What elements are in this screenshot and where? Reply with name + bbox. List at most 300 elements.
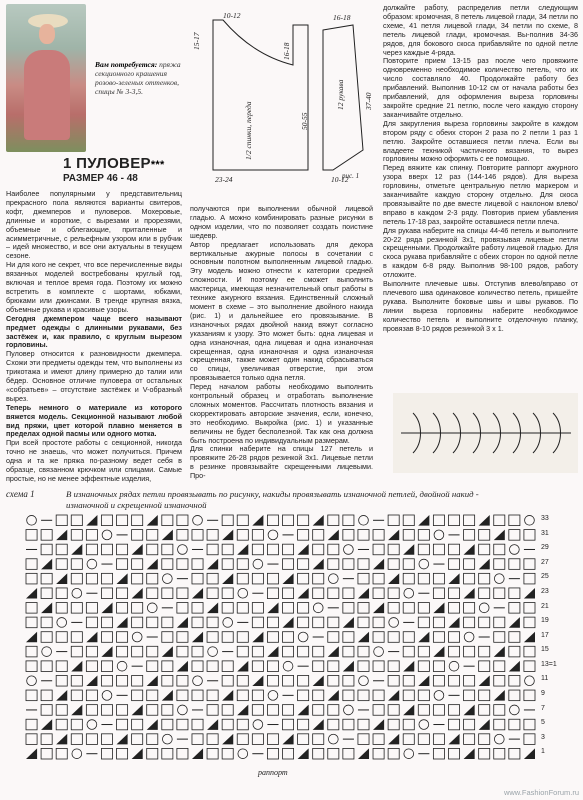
chart-symbol xyxy=(162,632,173,643)
chart-symbol xyxy=(147,617,158,628)
chart-symbol xyxy=(193,676,203,686)
chart-symbol xyxy=(388,573,399,584)
column-1 xyxy=(6,190,182,484)
chart-symbol xyxy=(403,603,414,614)
chart-symbol xyxy=(479,530,490,541)
chart-symbol xyxy=(358,559,369,570)
chart-symbol xyxy=(388,530,399,541)
chart-symbol xyxy=(86,617,97,628)
chart-symbol xyxy=(192,632,203,643)
chart-symbol xyxy=(298,588,309,599)
column-2 xyxy=(190,205,373,481)
chart-symbol xyxy=(464,705,475,716)
chart-symbol xyxy=(448,734,459,745)
chart-symbol xyxy=(479,515,490,526)
chart-symbol xyxy=(177,617,188,628)
materials-note xyxy=(95,60,187,96)
row-number: 27 xyxy=(541,558,549,566)
chart-symbol xyxy=(42,647,52,657)
chart-symbol xyxy=(448,559,459,570)
chart-symbol xyxy=(238,749,248,759)
chart-symbol xyxy=(26,719,37,730)
chart-symbol xyxy=(448,748,459,759)
chart-symbol xyxy=(41,661,52,672)
chart-symbol xyxy=(433,515,444,526)
chart-symbol xyxy=(237,675,248,686)
chart-symbol xyxy=(117,646,128,657)
chart-symbol xyxy=(132,573,143,584)
chart-symbol xyxy=(418,515,429,526)
chart-symbol xyxy=(313,748,324,759)
chart-symbol xyxy=(509,530,520,541)
chart-symbol xyxy=(388,559,399,570)
chart-symbol xyxy=(41,617,52,628)
chart-symbol xyxy=(237,646,248,657)
row-number: 9 xyxy=(541,690,545,698)
chart-symbol xyxy=(26,603,37,614)
chart-symbol xyxy=(403,544,414,555)
chart-symbol xyxy=(328,661,339,672)
title-name: ПУЛОВЕР xyxy=(76,155,151,172)
chart-symbol xyxy=(418,705,429,716)
chart-symbol xyxy=(494,617,505,628)
chart-symbol xyxy=(207,588,218,599)
chart-symbol xyxy=(162,515,173,526)
chart-symbol xyxy=(524,734,535,745)
chart-symbol xyxy=(56,719,67,730)
chart-symbol xyxy=(373,748,384,759)
chart-symbol xyxy=(494,646,505,657)
chart-symbol xyxy=(178,545,188,555)
chart-symbol xyxy=(71,632,82,643)
materials-text: пряжа секционного крашения розово-зеленых оттенков, спицы № 3-3,5. xyxy=(95,60,181,96)
paragraph: получаются при выполнении обычной лицевой гладью. А можно комбинировать разные рисунки в одном изделии, что по позволяет создать поистине шедевр. xyxy=(190,204,373,240)
pattern-description: В изнаночных рядах петли провязывать по рисунку, накиды провязывать изнаночной петлей, двойной накид - изнаночной и скрещенной изнаночной xyxy=(66,489,479,510)
chart-symbol xyxy=(343,617,354,628)
chart-symbol xyxy=(403,690,414,701)
chart-symbol xyxy=(222,661,233,672)
knitting-chart xyxy=(24,513,537,761)
chart-symbol xyxy=(358,719,369,730)
chart-symbol xyxy=(86,646,97,657)
chart-symbol xyxy=(162,617,173,628)
chart-symbol xyxy=(252,705,263,716)
chart-symbol xyxy=(222,603,233,614)
chart-symbol xyxy=(71,646,82,657)
chart-symbol xyxy=(71,559,82,570)
chart-symbol xyxy=(192,748,203,759)
chart-symbol xyxy=(71,719,82,730)
chart-symbol xyxy=(343,632,354,643)
chart-symbol xyxy=(208,647,218,657)
chart-symbol xyxy=(86,632,97,643)
chart-symbol xyxy=(192,603,203,614)
chart-symbol xyxy=(524,719,535,730)
row-number: 33 xyxy=(541,515,549,522)
chart-symbol xyxy=(26,690,37,701)
chart-symbol xyxy=(222,515,233,526)
chart-symbol xyxy=(313,661,324,672)
paragraph: должайте работу, распределив петли следующим образом: кромочная, 8 петель лицевой глади, 34 петли по схеме, 41 петля лицевой глади, 34 петли по схеме, 8 петель лицевой глади, кромочная. Вы-полнив 34-36 рядов, для бокового скоса прибавляйте по одной петле через каждые 4-ряда. xyxy=(383,3,578,57)
chart-symbol xyxy=(403,719,414,730)
chart-symbol xyxy=(56,748,67,759)
chart-symbol xyxy=(147,675,158,686)
row-number: 1 xyxy=(541,748,545,756)
title-number: 1 xyxy=(63,155,72,172)
chart-symbol xyxy=(267,588,278,599)
chart-symbol xyxy=(283,675,294,686)
chart-symbol xyxy=(388,632,399,643)
chart-symbol xyxy=(132,646,143,657)
chart-symbol xyxy=(56,559,67,570)
chart-symbol xyxy=(117,661,127,671)
chart-symbol xyxy=(298,573,309,584)
chart-symbol xyxy=(525,515,535,525)
chart-symbol xyxy=(479,734,490,745)
chart-symbol xyxy=(313,559,324,570)
chart-symbol xyxy=(41,719,52,730)
chart-symbol xyxy=(86,515,97,526)
chart-symbol xyxy=(509,690,520,701)
schema-label: 1/2 спинки, переда xyxy=(244,101,253,160)
chart-symbol xyxy=(71,515,82,526)
chart-symbol xyxy=(524,617,535,628)
chart-symbol xyxy=(298,646,309,657)
chart-symbol xyxy=(509,617,520,628)
chart-symbol xyxy=(464,530,475,541)
chart-symbol xyxy=(448,646,459,657)
chart-symbol xyxy=(162,559,173,570)
chart-symbol xyxy=(494,588,505,599)
chart-symbol xyxy=(509,719,520,730)
chart-symbol xyxy=(132,588,143,599)
chart-symbol xyxy=(328,690,339,701)
chart-symbol xyxy=(41,705,52,716)
chart-symbol xyxy=(343,690,354,701)
chart-symbol xyxy=(343,719,354,730)
chart-symbol xyxy=(41,603,52,614)
chart-symbol xyxy=(433,661,444,672)
chart-symbol xyxy=(101,632,112,643)
chart-symbol xyxy=(222,719,233,730)
chart-symbol xyxy=(237,515,248,526)
chart-symbol xyxy=(56,675,67,686)
chart-symbol xyxy=(222,734,233,745)
chart-symbol xyxy=(162,690,173,701)
paragraph: При всей простоте работы с секционной, никогда точно не знаешь, что может получиться. Причем одна и та же пряжа по-разному ведет себя в образце, связанном крючком или спицами. Самые простые, но не менее эффектные изделия, xyxy=(6,438,182,483)
chart-symbol xyxy=(238,588,248,598)
chart-symbol xyxy=(298,719,309,730)
chart-symbol xyxy=(328,617,339,628)
chart-symbol xyxy=(252,530,263,541)
chart-symbol xyxy=(524,632,535,643)
chart-symbol xyxy=(464,719,475,730)
lead-paragraph: Сегодня джемпером чаще всего называют предмет одежды с длинными рукавами, без застёжек и, как правило, с круглым вырезом горловины. xyxy=(6,313,182,350)
chart-symbol xyxy=(117,617,128,628)
chart-symbol xyxy=(373,573,384,584)
chart-symbol xyxy=(464,588,475,599)
chart-symbol xyxy=(192,617,203,628)
assembly-instructions: Выполните плечевые швы. Отступив влево/вправо от плечевого шва одинаковое количество петель, пришейте рукава. Выполните боковые швы и швы рукавов. По линии выреза горловины наберите необходимое количество петель и выполните отделочную планку, провязав 8-10 рядов резинкой 3 х 1. xyxy=(383,279,578,333)
chart-symbol xyxy=(41,632,52,643)
chart-symbol xyxy=(283,632,294,643)
chart-symbol xyxy=(418,530,429,541)
chart-symbol xyxy=(479,646,490,657)
chart-symbol xyxy=(283,734,294,745)
chart-symbol xyxy=(464,603,475,614)
chart-symbol xyxy=(207,719,218,730)
chart-symbol xyxy=(494,705,505,716)
chart-symbol xyxy=(433,705,444,716)
chart-symbol xyxy=(207,603,218,614)
chart-symbol xyxy=(404,749,414,759)
chart-symbol xyxy=(267,603,278,614)
chart-symbol xyxy=(433,632,444,643)
front-instructions: Перед вяжите как спинку. Повторите раппорт ажурного узора вверх 12 раз (144-146 рядов). Для выреза горловины, отметьте центральную петлю маркером и заканчивайте каждую сторону отдельно. Для скоса провязывайте по две вместе лицевой с наклоном влево/вправо в каждом 2-3 ряду. Повторив прием убавления петель 17-18 раз, закройте оставшиеся петли плеча. xyxy=(383,163,578,226)
chart-symbol xyxy=(56,734,67,745)
chart-symbol xyxy=(328,748,339,759)
chart-symbol xyxy=(26,588,37,599)
chart-symbol xyxy=(343,603,354,614)
chart-symbol xyxy=(464,559,475,570)
chart-symbol xyxy=(328,646,339,657)
chart-symbol xyxy=(237,690,248,701)
chart-symbol xyxy=(102,690,112,700)
chart-symbol xyxy=(147,603,157,613)
chart-symbol xyxy=(313,646,324,657)
chart-symbol xyxy=(177,646,188,657)
chart-symbol xyxy=(147,719,158,730)
chart-symbol xyxy=(207,632,218,643)
double-yarn-over-illustration xyxy=(393,393,578,473)
chart-symbol xyxy=(283,559,294,570)
chart-symbol xyxy=(27,676,37,686)
chart-symbol xyxy=(267,675,278,686)
chart-symbol xyxy=(87,559,97,569)
chart-symbol xyxy=(388,603,399,614)
row-number: 15 xyxy=(541,646,549,654)
chart-symbol xyxy=(117,632,128,643)
chart-symbol xyxy=(267,705,278,716)
chart-symbol xyxy=(509,646,520,657)
chart-symbol xyxy=(479,661,490,672)
chart-symbol xyxy=(494,574,504,584)
chart-symbol xyxy=(373,617,384,628)
chart-symbol xyxy=(117,588,128,599)
chart-symbol xyxy=(26,632,37,643)
chart-symbol xyxy=(298,675,309,686)
chart-symbol xyxy=(403,573,414,584)
chart-symbol xyxy=(283,573,294,584)
chart-symbol xyxy=(192,646,203,657)
chart-symbol xyxy=(373,559,384,570)
chart-symbol xyxy=(298,530,309,541)
chart-symbol xyxy=(267,734,278,745)
chart-symbol xyxy=(343,588,354,599)
chart-symbol xyxy=(298,559,309,570)
chart-symbol xyxy=(117,748,128,759)
chart-symbol xyxy=(71,705,82,716)
chart-symbol xyxy=(433,617,444,628)
chart-symbol xyxy=(509,588,520,599)
chart-symbol xyxy=(298,748,309,759)
chart-symbol xyxy=(373,690,384,701)
chart-symbol xyxy=(26,530,37,541)
chart-symbol xyxy=(207,530,218,541)
chart-symbol xyxy=(328,530,339,541)
chart-symbol xyxy=(207,544,218,555)
chart-symbol xyxy=(359,515,369,525)
chart-symbol xyxy=(222,588,233,599)
chart-symbol xyxy=(207,705,218,716)
chart-symbol xyxy=(328,574,338,584)
chart-symbol xyxy=(358,646,369,657)
chart-symbol xyxy=(479,559,490,570)
chart-symbol xyxy=(252,515,263,526)
chart-symbol xyxy=(403,559,414,570)
materials-heading: Вам потребуется: xyxy=(95,60,158,69)
chart-symbol xyxy=(464,515,475,526)
chart-symbol xyxy=(177,515,188,526)
chart-symbol xyxy=(509,632,520,643)
row-number: 23 xyxy=(541,587,549,595)
chart-symbol xyxy=(464,734,475,745)
chart-symbol xyxy=(192,588,203,599)
chart-symbol xyxy=(252,632,263,643)
chart-symbol xyxy=(178,705,188,715)
chart-symbol xyxy=(448,603,459,614)
chart-symbol xyxy=(313,573,324,584)
chart-symbol xyxy=(177,675,188,686)
chart-symbol xyxy=(101,646,112,657)
chart-symbol xyxy=(343,515,354,526)
chart-symbol xyxy=(222,632,233,643)
chart-symbol xyxy=(162,544,173,555)
chart-symbol xyxy=(358,734,369,745)
model-photo xyxy=(6,4,86,152)
chart-symbol xyxy=(343,661,354,672)
chart-symbol xyxy=(222,559,233,570)
chart-symbol xyxy=(494,559,505,570)
chart-symbol xyxy=(433,646,444,657)
row-number: 31 xyxy=(541,529,549,537)
chart-symbol xyxy=(524,690,535,701)
lead-paragraph: Теперь немного о материале из которого вяжется модель. Секционной называют любой вид пряжи, цвет которой плавно меняется в пределах одной пасмы или одного мотка. xyxy=(6,402,182,439)
chart-symbol xyxy=(313,530,324,541)
chart-symbol xyxy=(509,559,520,570)
chart-symbol xyxy=(56,544,67,555)
chart-symbol xyxy=(418,661,429,672)
chart-symbol xyxy=(328,515,339,526)
chart-symbol xyxy=(86,530,97,541)
chart-symbol xyxy=(283,617,294,628)
back-instructions: Для спинки наберите на спицы 127 петель и провяжите 26-28 рядов резинкой 3х1. Лицевые петли в резинке провязывайте скрещенными лицевыми. Про- xyxy=(190,444,373,481)
chart-symbol xyxy=(26,617,37,628)
chart-symbol xyxy=(343,559,354,570)
chart-symbol xyxy=(237,603,248,614)
chart-symbol xyxy=(117,573,128,584)
row-number: 5 xyxy=(541,719,545,727)
chart-symbol xyxy=(388,734,399,745)
chart-symbol xyxy=(418,646,429,657)
chart-symbol xyxy=(328,632,339,643)
chart-symbol xyxy=(207,748,218,759)
chart-symbol xyxy=(237,661,248,672)
chart-symbol xyxy=(283,719,294,730)
sweater-shape xyxy=(24,50,70,140)
watermark: www.FashionForum.ru xyxy=(503,788,579,797)
schema-label: 10-12 xyxy=(331,175,349,184)
chart-symbol xyxy=(418,675,429,686)
chart-symbol xyxy=(56,603,67,614)
column-3 xyxy=(383,4,578,334)
chart-symbol xyxy=(510,545,520,555)
chart-symbol xyxy=(41,530,52,541)
chart-symbol xyxy=(328,559,339,570)
row-number: 21 xyxy=(541,602,549,610)
schema-label: 16-18 xyxy=(333,13,351,22)
chart-symbol xyxy=(207,559,218,570)
chart-symbol xyxy=(147,661,158,672)
size-label: РАЗМЕР 46 - 48 xyxy=(63,173,138,184)
chart-symbol xyxy=(56,573,67,584)
paragraph: Повторите прием 13-15 раз после чего провяжите одновременно необходимое количество петель, что их число составляло 40. Продолжайте работу без прибавлений. Выполнив 10-12 см от начала работы без прибавлений, для оформления выреза горловины закройте средние 21 петлю, после чего каждую сторону заканчивайте отдельно. xyxy=(383,56,578,119)
chart-symbol xyxy=(373,705,384,716)
chart-symbol xyxy=(448,515,459,526)
chart-symbol xyxy=(132,719,143,730)
schema-label: 15-17 xyxy=(192,32,201,50)
chart-symbol xyxy=(252,646,263,657)
chart-symbol xyxy=(237,573,248,584)
chart-symbol xyxy=(101,661,112,672)
chart-symbol xyxy=(267,632,278,643)
chart-symbol xyxy=(328,734,338,744)
chart-symbol xyxy=(101,603,112,614)
chart-symbol xyxy=(388,690,399,701)
chart-symbol xyxy=(57,618,67,628)
chart-symbol xyxy=(448,544,459,555)
row-number: 7 xyxy=(541,704,545,712)
schema-label: 16-18 xyxy=(282,42,291,60)
row-number: 11 xyxy=(541,675,549,683)
chart-symbol xyxy=(86,705,97,716)
chart-symbol xyxy=(479,690,490,701)
chart-symbol xyxy=(448,632,459,643)
chart-symbol xyxy=(298,603,309,614)
chart-symbol xyxy=(403,632,414,643)
chart-symbol xyxy=(177,719,188,730)
chart-symbol xyxy=(373,734,384,745)
chart-symbol xyxy=(71,530,82,541)
chart-symbol xyxy=(494,719,505,730)
chart-symbol xyxy=(509,661,520,672)
chart-symbol xyxy=(418,734,429,745)
chart-symbol xyxy=(101,544,112,555)
chart-symbol xyxy=(192,661,203,672)
chart-symbol xyxy=(252,603,263,614)
chart-symbol xyxy=(71,661,82,672)
chart-symbol xyxy=(343,748,354,759)
chart-symbol xyxy=(222,544,233,555)
chart-symbol xyxy=(403,675,414,686)
chart-symbol xyxy=(117,734,128,745)
chart-symbol xyxy=(373,632,384,643)
chart-symbol xyxy=(509,748,520,759)
chart-symbol xyxy=(374,647,384,657)
chart-symbol xyxy=(433,588,444,599)
chart-symbol xyxy=(56,588,67,599)
chart-symbol xyxy=(524,646,535,657)
